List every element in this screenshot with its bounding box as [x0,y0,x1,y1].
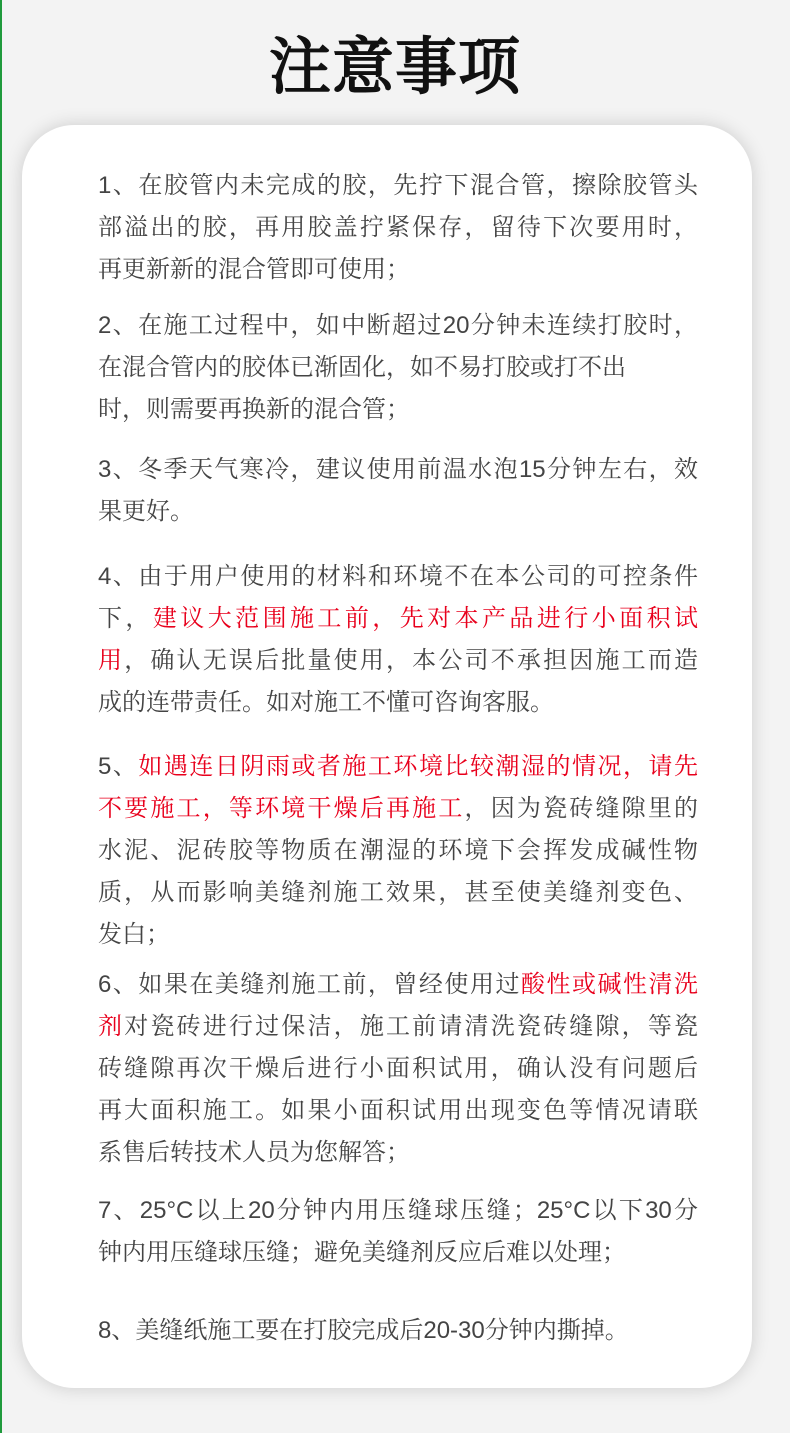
note-text: 在混合管内的胶体已渐固化，如不易打胶或打不出 [98,354,626,381]
note-text: 再大面积施工。如果小面积试用出现变色等情况请联 [98,1097,698,1124]
note-text: 7、25°C以上20分钟内用压缝球压缝；25°C以下30分 [98,1197,698,1224]
note-line [98,914,698,956]
note-text: 质，从而影响美缝剂施工效果，甚至使美缝剂变色、 [98,879,698,906]
note-text: 6、如果在美缝剂施工前，曾经使用过 [98,971,521,998]
note-line [98,1132,698,1174]
note-text: 系售后转技术人员为您解答； [98,1139,410,1166]
note-text: 部溢出的胶，再用胶盖拧紧保存，留待下次要用时， [98,214,698,241]
note-2 [98,305,698,431]
note-highlight-text: 不要施工，等环境干燥后再施工 [98,795,465,822]
note-line [98,389,698,431]
note-highlight-text: 酸性或碱性清洗 [520,971,698,998]
note-line [98,872,698,914]
note-text: ，确认无误后批量使用，本公司不承担因施工而造 [124,647,699,674]
note-highlight-text: 如遇连日阴雨或者施工环境比较潮湿的情况，请先 [138,753,699,780]
note-text: 时，则需要再换新的混合管； [98,396,410,423]
note-line [98,598,698,640]
note-line [98,347,698,389]
page-title: 注意事项 [268,33,521,102]
note-line [98,449,698,491]
note-7 [98,1190,698,1274]
note-line [98,207,698,249]
note-line [98,640,698,682]
note-text: 水泥、泥砖胶等物质在潮湿的环境下会挥发成碱性物 [98,837,698,864]
note-text: 2、在施工过程中，如中断超过20分钟未连续打胶时， [98,312,698,339]
note-line [98,1190,698,1232]
note-line [98,746,698,788]
note-text: 1、在胶管内未完成的胶，先拧下混合管，擦除胶管头 [98,172,698,199]
note-line [98,1232,698,1274]
note-8 [98,1310,698,1352]
note-line [98,1090,698,1132]
note-line [98,964,698,1006]
note-6 [98,964,698,1174]
note-line [98,788,698,830]
note-text: 发白； [98,921,170,948]
note-text: 果更好。 [98,498,194,525]
note-text: 成的连带责任。如对施工不懂可咨询客服。 [98,689,554,716]
note-highlight-text: 用 [98,647,125,674]
note-line [98,830,698,872]
left-accent-line [0,0,2,1433]
note-line [98,1310,698,1352]
note-line [98,305,698,347]
note-text: 8、美缝纸施工要在打胶完成后20-30分钟内撕掉。 [98,1317,629,1344]
note-3 [98,449,698,533]
note-text: 对瓷砖进行过保洁，施工前请清洗瓷砖缝隙，等瓷 [124,1013,699,1040]
note-line [98,165,698,207]
note-line [98,1048,698,1090]
note-line [98,556,698,598]
note-line [98,682,698,724]
note-text: 4、由于用户使用的材料和环境不在本公司的可控条件 [98,563,698,590]
note-1 [98,165,698,291]
note-5 [98,746,698,956]
note-text: 下， [98,605,153,632]
note-line [98,491,698,533]
note-highlight-text: 建议大范围施工前，先对本产品进行小面积试 [152,605,699,632]
note-4 [98,556,698,724]
note-highlight-text: 剂 [98,1013,125,1040]
note-line [98,1006,698,1048]
note-text: 3、冬季天气寒冷，建议使用前温水泡15分钟左右，效 [98,456,698,483]
note-text: 再更新新的混合管即可使用； [98,256,410,283]
note-line [98,249,698,291]
note-text: ，因为瓷砖缝隙里的 [464,795,699,822]
note-text: 5、 [98,753,139,780]
note-text: 砖缝隙再次干燥后进行小面积试用，确认没有问题后 [98,1055,698,1082]
note-text: 钟内用压缝球压缝；避免美缝剂反应后难以处理； [98,1239,626,1266]
